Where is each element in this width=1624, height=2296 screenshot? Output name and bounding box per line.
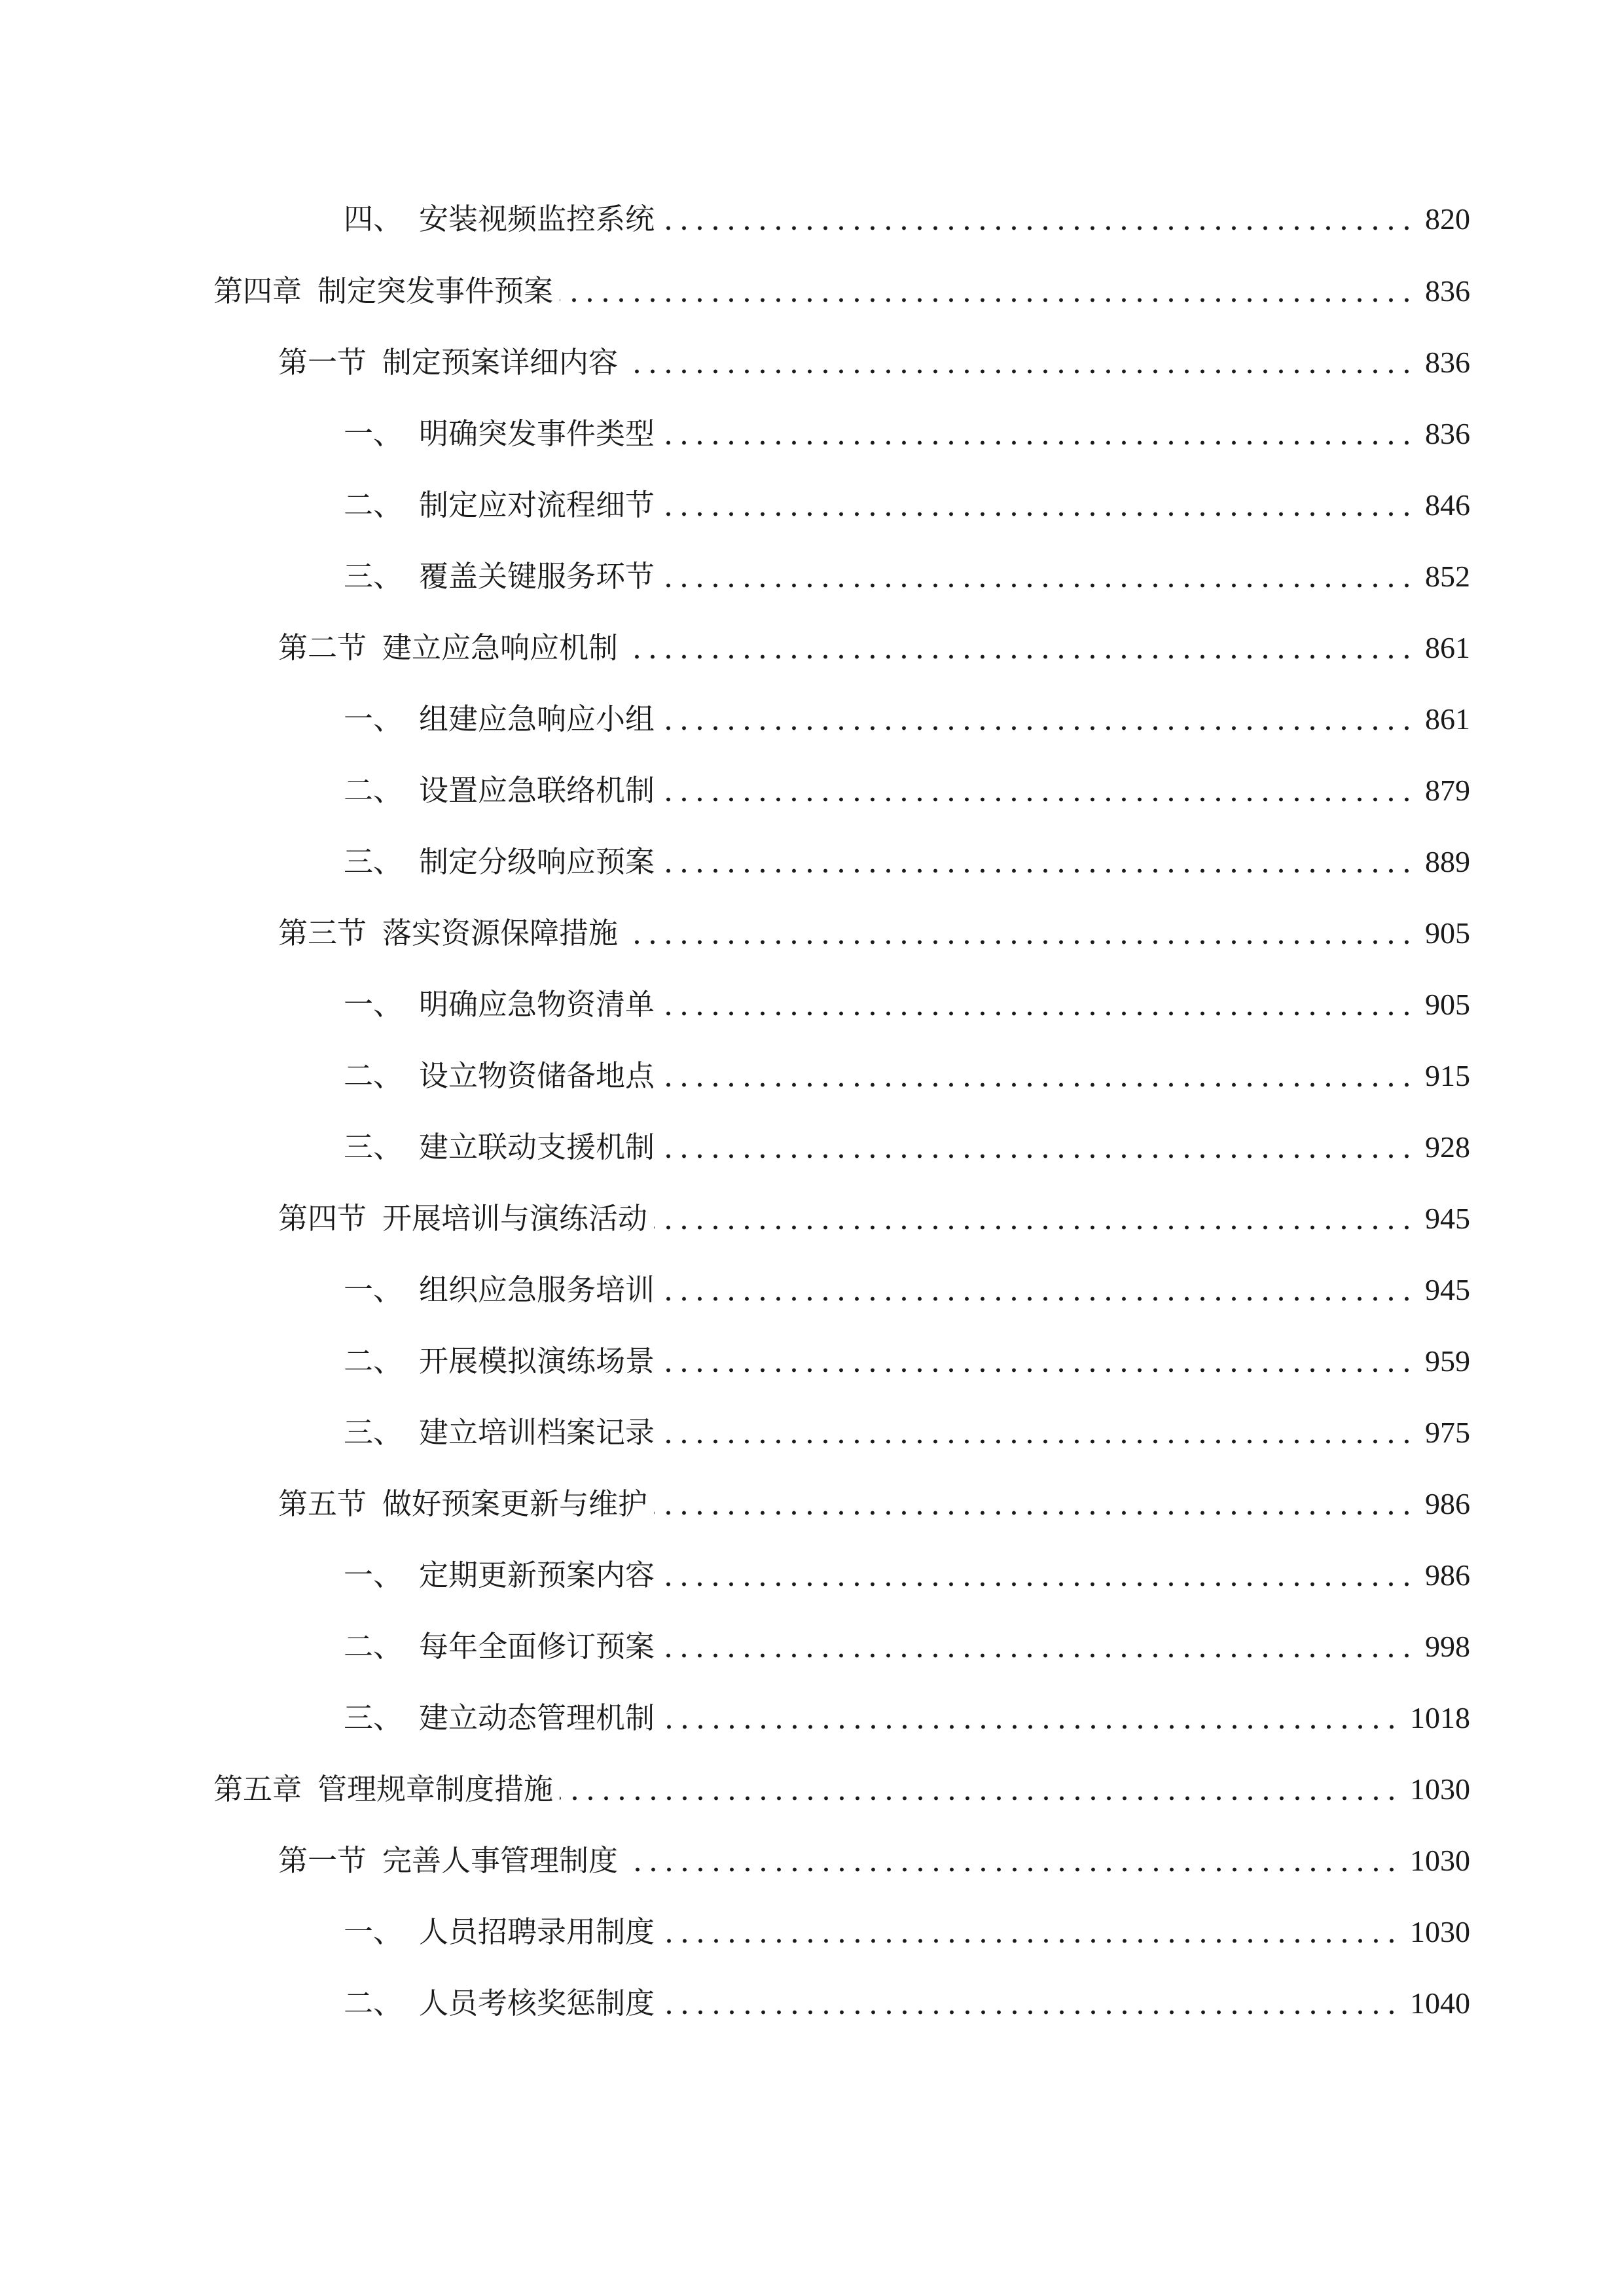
dot-leader <box>655 1050 1425 1102</box>
entry-title: 安装视频监控系统 <box>419 202 655 236</box>
dot-leader <box>655 408 1425 460</box>
page-number: 1018 <box>1410 1701 1470 1734</box>
toc-entry-subsection[interactable] <box>344 1264 1470 1316</box>
entry-number: 第一节 <box>278 345 367 380</box>
entry-number: 一、 <box>344 1272 403 1307</box>
dot-leader <box>655 1549 1425 1602</box>
toc-entry-subsection[interactable] <box>344 1407 1470 1459</box>
entry-title: 制定分级响应预案 <box>419 844 655 879</box>
entry-number: 第二节 <box>278 630 367 665</box>
dot-leader <box>655 1906 1410 1958</box>
page-number: 915 <box>1425 1059 1470 1092</box>
entry-number: 三、 <box>344 1700 403 1735</box>
toc-entry-subsection[interactable] <box>344 978 1470 1031</box>
toc-entry-subsection[interactable] <box>344 836 1470 888</box>
entry-number: 二、 <box>344 1344 403 1378</box>
page-number: 928 <box>1425 1130 1470 1164</box>
entry-title: 开展模拟演练场景 <box>419 1344 655 1378</box>
entry-title: 制定应对流程细节 <box>419 488 655 522</box>
page-number: 905 <box>1425 916 1470 950</box>
toc-entry-subsection[interactable] <box>344 764 1470 817</box>
entry-title: 人员招聘录用制度 <box>419 1914 655 1949</box>
page-number: 889 <box>1425 845 1470 878</box>
page-number: 998 <box>1425 1630 1470 1663</box>
dot-leader <box>655 479 1425 531</box>
toc-entry-subsection[interactable] <box>344 193 1470 245</box>
entry-number: 二、 <box>344 1058 403 1093</box>
entry-title: 覆盖关键服务环节 <box>419 559 655 594</box>
page-number: 1040 <box>1410 1986 1470 2020</box>
page-number: 836 <box>1425 346 1470 379</box>
entry-number: 第一节 <box>278 1843 367 1878</box>
toc-entry-subsection[interactable] <box>344 1335 1470 1388</box>
entry-number: 三、 <box>344 559 403 594</box>
entry-number: 二、 <box>344 1629 403 1664</box>
entry-number: 一、 <box>344 702 403 736</box>
entry-number: 三、 <box>344 1415 403 1450</box>
entry-title: 定期更新预案内容 <box>419 1558 655 1592</box>
entry-title: 设立物资储备地点 <box>419 1058 655 1093</box>
entry-number: 三、 <box>344 844 403 879</box>
entry-title: 人员考核奖惩制度 <box>419 1986 655 2020</box>
dot-leader <box>655 693 1425 745</box>
dot-leader <box>618 622 1425 674</box>
entry-number: 第三节 <box>278 916 367 950</box>
toc-entry-subsection[interactable] <box>344 1050 1470 1102</box>
page-number: 1030 <box>1410 1844 1470 1877</box>
page-number: 945 <box>1425 1202 1470 1235</box>
page-number: 861 <box>1425 631 1470 664</box>
entry-number: 二、 <box>344 773 403 808</box>
toc-entry-subsection[interactable] <box>344 479 1470 531</box>
entry-title: 组建应急响应小组 <box>419 702 655 736</box>
entry-number: 第五章 <box>213 1772 302 1806</box>
page-number: 986 <box>1425 1558 1470 1592</box>
entry-title: 明确突发事件类型 <box>419 416 655 451</box>
dot-leader <box>655 1121 1425 1174</box>
page-number: 861 <box>1425 702 1470 736</box>
entry-title: 制定预案详细内容 <box>382 345 619 380</box>
entry-title: 建立联动支援机制 <box>419 1130 655 1164</box>
page-number: 820 <box>1425 202 1470 236</box>
entry-title: 每年全面修订预案 <box>419 1629 655 1664</box>
entry-title: 设置应急联络机制 <box>419 773 655 808</box>
dot-leader <box>647 1193 1425 1245</box>
page-number: 879 <box>1425 774 1470 807</box>
toc-entry-section[interactable] <box>278 1193 1470 1245</box>
dot-leader <box>553 1763 1410 1816</box>
dot-leader <box>655 1335 1425 1388</box>
page-number: 852 <box>1425 560 1470 593</box>
entry-number: 一、 <box>344 416 403 451</box>
toc-entry-section[interactable] <box>278 1835 1470 1887</box>
toc-entry-subsection[interactable] <box>344 550 1470 603</box>
page-number: 1030 <box>1410 1915 1470 1948</box>
dot-leader <box>655 978 1425 1031</box>
entry-number: 三、 <box>344 1130 403 1164</box>
page-number: 905 <box>1425 988 1470 1021</box>
entry-title: 建立动态管理机制 <box>419 1700 655 1735</box>
toc-entry-section[interactable] <box>278 907 1470 960</box>
toc-entry-chapter[interactable] <box>213 1763 1470 1816</box>
page-number: 846 <box>1425 488 1470 522</box>
dot-leader <box>655 1407 1425 1459</box>
entry-number: 第四章 <box>213 274 302 308</box>
entry-title: 开展培训与演练活动 <box>382 1201 648 1236</box>
dot-leader <box>553 265 1425 317</box>
toc-entry-section[interactable] <box>278 336 1470 389</box>
dot-leader <box>655 836 1425 888</box>
toc-entry-subsection[interactable] <box>344 408 1470 460</box>
entry-title: 建立应急响应机制 <box>382 630 619 665</box>
dot-leader <box>655 1621 1425 1673</box>
page-number: 1030 <box>1410 1772 1470 1806</box>
dot-leader <box>647 1478 1425 1530</box>
toc-entry-section[interactable] <box>278 1478 1470 1530</box>
entry-title: 组织应急服务培训 <box>419 1272 655 1307</box>
page-number: 975 <box>1425 1416 1470 1449</box>
entry-title: 管理规章制度措施 <box>317 1772 554 1806</box>
dot-leader <box>655 764 1425 817</box>
entry-number: 第五节 <box>278 1486 367 1521</box>
page-number: 836 <box>1425 417 1470 450</box>
dot-leader <box>655 1977 1410 2030</box>
entry-title: 做好预案更新与维护 <box>382 1486 648 1521</box>
entry-number: 一、 <box>344 1914 403 1949</box>
entry-title: 落实资源保障措施 <box>382 916 619 950</box>
entry-number: 第四节 <box>278 1201 367 1236</box>
toc-entry-subsection[interactable] <box>344 1906 1470 1958</box>
page-number: 986 <box>1425 1487 1470 1520</box>
toc-entry-subsection[interactable] <box>344 1121 1470 1174</box>
entry-number: 二、 <box>344 488 403 522</box>
toc-entry-subsection[interactable] <box>344 1621 1470 1673</box>
dot-leader <box>655 1692 1410 1744</box>
entry-number: 一、 <box>344 987 403 1022</box>
dot-leader <box>655 550 1425 603</box>
entry-title: 建立培训档案记录 <box>419 1415 655 1450</box>
page-number: 959 <box>1425 1344 1470 1378</box>
entry-number: 一、 <box>344 1558 403 1592</box>
page-number: 945 <box>1425 1273 1470 1306</box>
dot-leader <box>618 1835 1410 1887</box>
entry-number: 二、 <box>344 1986 403 2020</box>
entry-number: 四、 <box>344 202 403 236</box>
entry-title: 明确应急物资清单 <box>419 987 655 1022</box>
dot-leader <box>655 1264 1425 1316</box>
entry-title: 制定突发事件预案 <box>317 274 554 308</box>
dot-leader <box>618 336 1425 389</box>
toc-entry-subsection[interactable] <box>344 1977 1470 2030</box>
toc-entry-section[interactable] <box>278 622 1470 674</box>
page-number: 836 <box>1425 274 1470 308</box>
entry-title: 完善人事管理制度 <box>382 1843 619 1878</box>
toc-entry-subsection[interactable] <box>344 693 1470 745</box>
toc-entry-subsection[interactable] <box>344 1549 1470 1602</box>
toc-entry-subsection[interactable] <box>344 1692 1470 1744</box>
dot-leader <box>655 193 1425 245</box>
toc-entry-chapter[interactable] <box>213 265 1470 317</box>
dot-leader <box>618 907 1425 960</box>
